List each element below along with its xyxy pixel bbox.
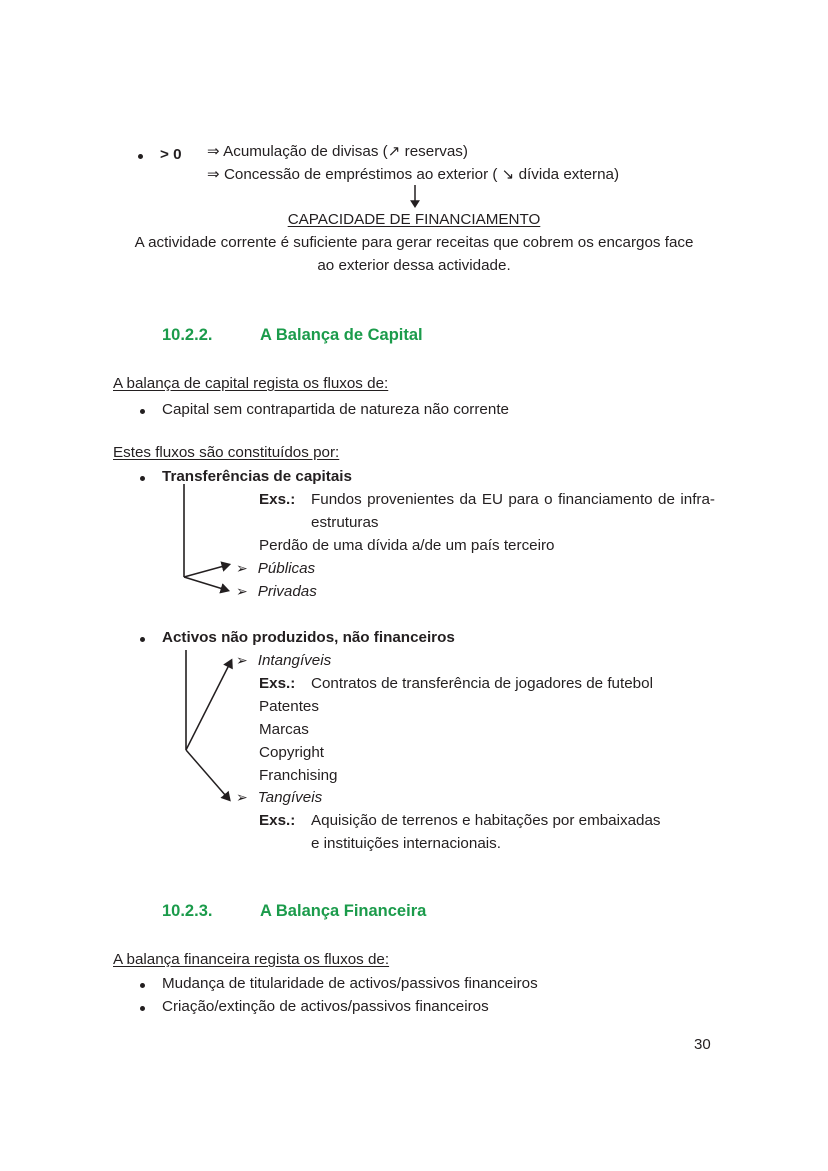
subitem-label: Intangíveis xyxy=(257,652,332,669)
surplus-line-2: ⇒ Concessão de empréstimos ao exterior ( ↘ dívida externa) xyxy=(207,166,620,183)
arrow-bullet-icon: ➢ xyxy=(236,560,248,576)
bullet-dot-icon xyxy=(140,1006,145,1011)
arrow-bullet-icon: ➢ xyxy=(236,583,248,599)
list-item-label: Capital sem contrapartida de natureza não corrente xyxy=(162,401,509,418)
group-label: Transferências de capitais xyxy=(162,468,352,485)
arrow-bullet-icon: ➢ xyxy=(236,789,248,805)
section-number-1023: 10.2.3. xyxy=(162,902,213,920)
bullet-dot-icon xyxy=(138,154,143,159)
example-text: Franchising xyxy=(259,767,338,784)
list-item-activos xyxy=(140,626,700,649)
bullet-dot-icon xyxy=(140,409,145,414)
bullet-dot-icon xyxy=(140,637,145,642)
section-number-1022: 10.2.2. xyxy=(162,326,213,344)
subitem-label: Tangíveis xyxy=(257,789,323,806)
examples-label: Exs.: xyxy=(259,491,296,508)
list-item-label: Mudança de titularidade de activos/passivos financeiros xyxy=(162,975,538,992)
example-text: Perdão de uma dívida a/de um país terceiro xyxy=(259,537,555,554)
conclusion-title: CAPACIDADE DE FINANCIAMENTO xyxy=(287,211,541,228)
list-item xyxy=(140,995,700,1018)
subitem-label: Privadas xyxy=(257,583,317,600)
section-title-1023: A Balança Financeira xyxy=(260,902,427,920)
example-text: Fundos provenientes da EU para o financiamento de infra-estruturas xyxy=(311,491,715,532)
list-item xyxy=(140,398,700,421)
subitem-publicas xyxy=(236,557,315,580)
subitem-intangiveis xyxy=(236,649,331,672)
example-text: Copyright xyxy=(259,744,324,761)
example-text: Aquisição de terrenos e habitações por embaixadas e instituições internacionais. xyxy=(311,812,661,853)
example-text: Marcas xyxy=(259,721,309,738)
surplus-line-1: ⇒ Acumulação de divisas (↗ reservas) xyxy=(207,143,468,160)
list-item-transferencias xyxy=(140,465,700,488)
subitem-tangiveis xyxy=(236,786,322,809)
arrow-bullet-icon: ➢ xyxy=(236,652,248,668)
subitem-label: Públicas xyxy=(257,560,316,577)
surplus-condition-label: > 0 xyxy=(160,146,182,163)
example-text: Contratos de transferência de jogadores de futebol xyxy=(311,675,653,692)
page-number: 30 xyxy=(694,1036,711,1053)
capital-intro: A balança de capital regista os fluxos de: xyxy=(113,375,389,392)
subitem-privadas xyxy=(236,580,317,603)
list-item-label: Criação/extinção de activos/passivos financeiros xyxy=(162,998,489,1015)
examples-label: Exs.: xyxy=(259,675,296,692)
bullet-dot-icon xyxy=(140,983,145,988)
flows-intro: Estes fluxos são constituídos por: xyxy=(113,444,340,461)
examples-label: Exs.: xyxy=(259,812,296,829)
section-title-1022: A Balança de Capital xyxy=(260,326,423,344)
conclusion-body: A actividade corrente é suficiente para gerar receitas que cobrem os encargos face ao exterior dessa actividade. xyxy=(134,234,694,275)
group-label: Activos não produzidos, não financeiros xyxy=(162,629,455,646)
bullet-dot-icon xyxy=(140,476,145,481)
list-item xyxy=(140,972,700,995)
financeira-intro: A balança financeira regista os fluxos de: xyxy=(113,951,390,968)
example-text: Patentes xyxy=(259,698,319,715)
